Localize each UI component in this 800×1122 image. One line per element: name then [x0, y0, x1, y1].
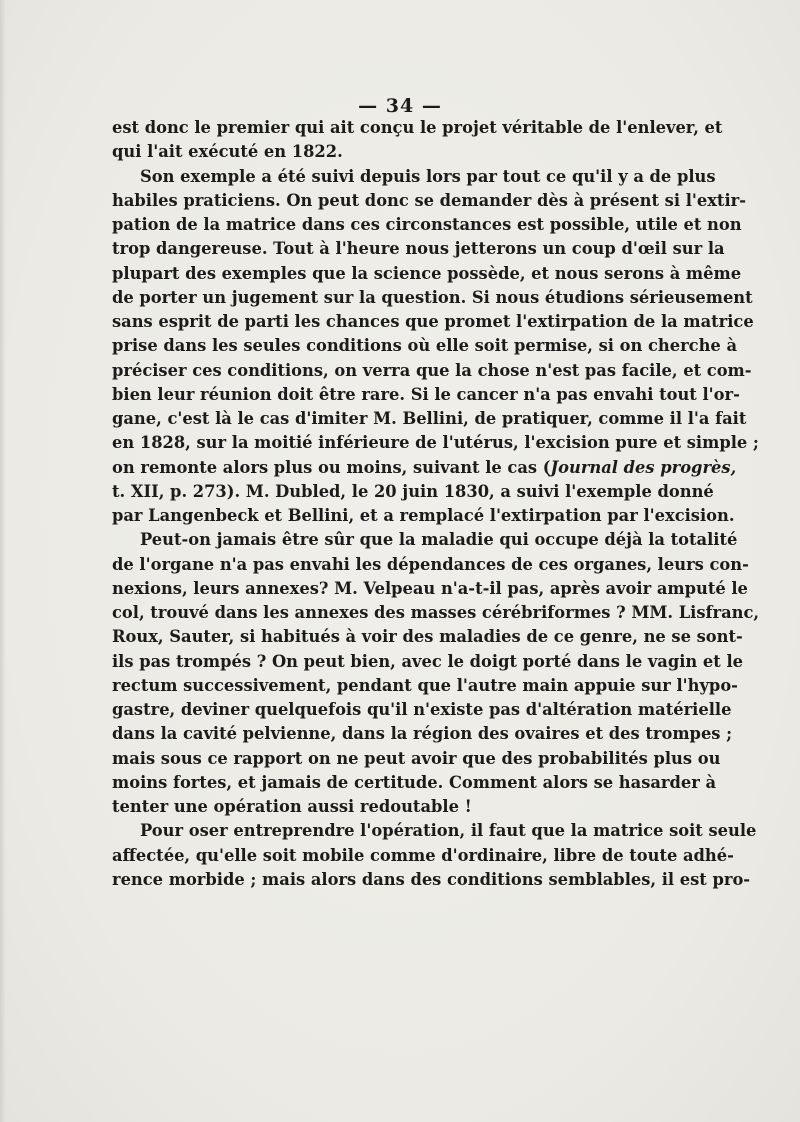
text-line: col, trouvé dans les annexes des masses cérébriformes ? MM. Lisfranc,	[112, 603, 760, 622]
body-text	[112, 116, 760, 892]
text-line: gane, c'est là le cas d'imiter M. Bellini, de pratiquer, comme il l'a fait	[112, 409, 747, 428]
text-line-with-citation	[112, 456, 737, 480]
text-line: mais sous ce rapport on ne peut avoir que des probabilités plus ou	[112, 748, 721, 768]
text-line: en 1828, sur la moitié inférieure de l'utérus, l'excision pure et simple ;	[112, 433, 759, 453]
page-binding-shadow	[0, 0, 6, 1122]
text-line: t. XII, p. 273). M. Dubled, le 20 juin 1830, a suivi l'exemple donné	[112, 481, 714, 501]
text-line: moins fortes, et jamais de certitude. Comment alors se hasarder à	[112, 772, 717, 792]
text-line: de l'organe n'a pas envahi les dépendances de ces organes, leurs con-	[112, 554, 749, 574]
text-line: affectée, qu'elle soit mobile comme d'ordinaire, libre de toute adhé-	[112, 845, 734, 865]
text-line: Roux, Sauter, si habitués à voir des maladies de ce genre, ne se sont-	[112, 627, 743, 647]
page-number: — 34 —	[358, 95, 442, 117]
text-line: nexions, leurs annexes? M. Velpeau n'a-t-il pas, après avoir amputé le	[112, 578, 748, 598]
paragraph-start-line: Pour oser entreprendre l'opération, il faut que la matrice soit seule	[140, 821, 757, 841]
text-line: qui l'ait exécuté en 1822.	[112, 142, 343, 162]
text-line: tenter une opération aussi redoutable !	[112, 797, 472, 816]
text-line: rectum successivement, pendant que l'autre main appuie sur l'hypo-	[112, 675, 738, 695]
text-line: gastre, deviner quelquefois qu'il n'existe pas d'altération matérielle	[112, 700, 732, 719]
text-line: préciser ces conditions, on verra que la chose n'est pas facile, et com-	[112, 360, 752, 380]
text-line-lead: on remonte alors plus ou moins, suivant le cas (	[112, 457, 551, 477]
text-line: par Langenbeck et Bellini, et a remplacé l'extirpation par l'excision.	[112, 506, 735, 525]
text-line: rence morbide ; mais alors dans des conditions semblables, il est pro-	[112, 869, 751, 889]
text-line: est donc le premier qui ait conçu le projet véritable de l'enlever, et	[112, 118, 723, 137]
text-line: dans la cavité pelvienne, dans la région des ovaires et des trompes ;	[112, 724, 733, 744]
text-line: plupart des exemples que la science possède, et nous serons à même	[112, 263, 742, 283]
text-line: trop dangereuse. Tout à l'heure nous jetterons un coup d'œil sur la	[112, 239, 725, 259]
paragraph-start-line: Son exemple a été suivi depuis lors par tout ce qu'il y a de plus	[140, 166, 716, 186]
text-line: prise dans les seules conditions où elle soit permise, si on cherche à	[112, 336, 737, 356]
text-line: bien leur réunion doit être rare. Si le cancer n'a pas envahi tout l'or-	[112, 384, 740, 404]
paragraph-start-line: Peut-on jamais être sûr que la maladie qui occupe déjà la totalité	[140, 530, 738, 550]
text-line: de porter un jugement sur la question. Si nous étudions sérieusement	[112, 287, 753, 307]
citation-italic: Journal des progrès,	[550, 457, 737, 477]
text-line: pation de la matrice dans ces circonstances est possible, utile et non	[112, 215, 742, 234]
text-line: sans esprit de parti les chances que promet l'extirpation de la matrice	[112, 312, 754, 331]
text-line: ils pas trompés ? On peut bien, avec le doigt porté dans le vagin et le	[112, 651, 744, 671]
text-line: habiles praticiens. On peut donc se demander dès à présent si l'extir-	[112, 190, 746, 210]
